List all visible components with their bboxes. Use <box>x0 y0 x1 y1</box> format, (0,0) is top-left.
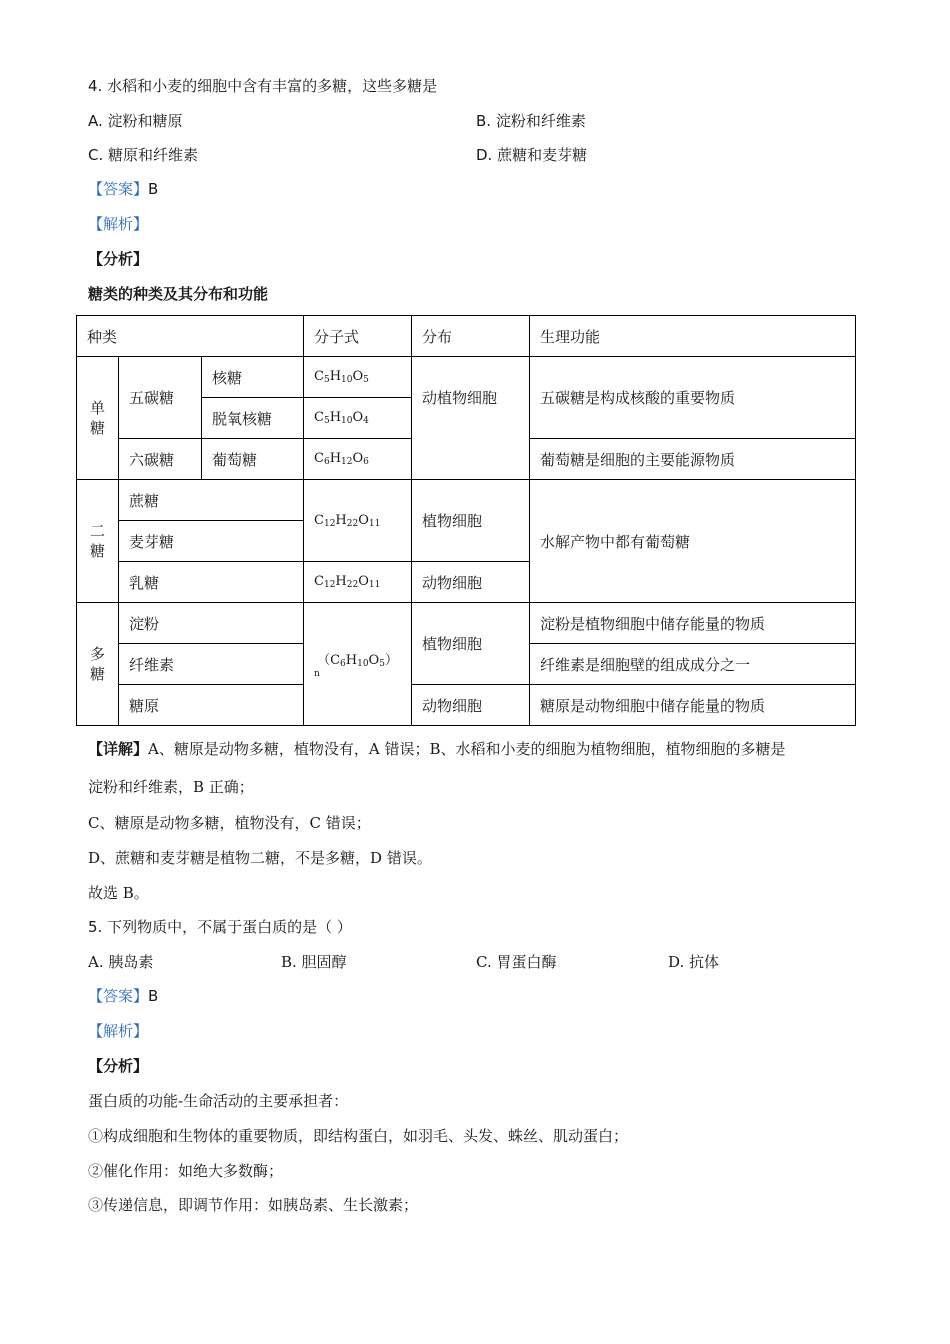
func-di: 水解产物中都有葡萄糖 <box>530 480 856 603</box>
q4-fenxi-tag: 【分析】 <box>88 250 149 268</box>
q5-line-2: ①构成细胞和生物体的重要物质，即结构蛋白，如羽毛、头发、蛛丝、肌动蛋白； <box>88 1127 629 1145</box>
q5-line-3: ②催化作用：如绝大多数酶； <box>88 1162 284 1180</box>
header-function: 生理功能 <box>530 316 856 357</box>
name-lactose: 乳糖 <box>119 562 304 603</box>
table-row <box>77 357 856 398</box>
sugar-table <box>76 315 856 726</box>
q5-line-1: 蛋白质的功能-生命活动的主要承担者： <box>88 1092 349 1110</box>
q5-option-c: C. 胃蛋白酶 <box>476 953 557 971</box>
func-glucose: 葡萄糖是细胞的主要能源物质 <box>530 439 856 480</box>
func-starch: 淀粉是植物细胞中储存能量的物质 <box>530 603 856 644</box>
q4-detail-4: D、蔗糖和麦芽糖是植物二糖，不是多糖，D 错误。 <box>88 849 432 867</box>
name-starch: 淀粉 <box>119 603 304 644</box>
dist-poly-animal: 动物细胞 <box>412 685 530 726</box>
formula-di-plant: $C_{12}H_{22}O_{11}$ <box>304 480 412 562</box>
header-distribution: 分布 <box>412 316 530 357</box>
sub-pentose: 五碳糖 <box>119 357 202 439</box>
q4-option-a: A. 淀粉和糖原 <box>88 112 183 130</box>
formula-ribose: $C_5H_{10}O_5$ <box>304 357 412 398</box>
q4-detail-3: C、糖原是动物多糖，植物没有，C 错误； <box>88 814 371 832</box>
q5-answer-tag: 【答案】 <box>88 987 149 1005</box>
header-type: 种类 <box>77 316 304 357</box>
dist-di-animal: 动物细胞 <box>412 562 530 603</box>
q5-fenxi-tag: 【分析】 <box>88 1057 149 1075</box>
table-title: 糖类的种类及其分布和功能 <box>88 285 269 303</box>
formula-di-animal: $C_{12}H_{22}O_{11}$ <box>304 562 412 603</box>
func-cellulose: 纤维素是细胞壁的组成成分之一 <box>530 644 856 685</box>
group-mono: 单糖 <box>77 357 119 480</box>
q4-detail-2: 淀粉和纤维素，B 正确； <box>88 778 254 796</box>
q4-detail-5: 故选 B。 <box>88 884 149 902</box>
q4-option-c: C. 糖原和纤维素 <box>88 146 199 164</box>
q5-option-a: A. 胰岛素 <box>88 953 154 971</box>
q5-question: 5. 下列物质中，不属于蛋白质的是（ ） <box>88 918 352 936</box>
sub-hexose: 六碳糖 <box>119 439 202 480</box>
header-formula: 分子式 <box>304 316 412 357</box>
func-pentose: 五碳糖是构成核酸的重要物质 <box>530 357 856 439</box>
q4-option-d: D. 蔗糖和麦芽糖 <box>476 146 588 164</box>
name-glycogen: 糖原 <box>119 685 304 726</box>
q4-answer-tag: 【答案】 <box>88 180 149 198</box>
name-deoxyribose: 脱氧核糖 <box>202 398 304 439</box>
formula-poly: $(C_6H_{10}O_5)$ n <box>304 603 412 726</box>
q4-answer-line <box>88 179 158 199</box>
name-sucrose: 蔗糖 <box>119 480 304 521</box>
q5-answer: B <box>148 987 159 1005</box>
table-header-row <box>77 316 856 357</box>
group-di: 二糖 <box>77 480 119 603</box>
group-poly: 多糖 <box>77 603 119 726</box>
name-maltose: 麦芽糖 <box>119 521 304 562</box>
dist-poly-plant: 植物细胞 <box>412 603 530 685</box>
q5-jiexi-tag: 【解析】 <box>88 1022 149 1040</box>
name-glucose: 葡萄糖 <box>202 439 304 480</box>
name-cellulose: 纤维素 <box>119 644 304 685</box>
table-row <box>77 685 856 726</box>
q5-option-d: D. 抗体 <box>668 953 720 971</box>
func-glycogen: 糖原是动物细胞中储存能量的物质 <box>530 685 856 726</box>
q4-detail-tag: 【详解】 <box>88 740 149 758</box>
q5-answer-line <box>88 986 158 1006</box>
q4-detail-line-1 <box>88 739 785 759</box>
formula-deoxyribose: $C_5H_{10}O_4$ <box>304 398 412 439</box>
q5-line-4: ③传递信息，即调节作用：如胰岛素、生长激素； <box>88 1196 419 1214</box>
name-ribose: 核糖 <box>202 357 304 398</box>
q4-detail-1: A、糖原是动物多糖，植物没有，A 错误；B、水稻和小麦的细胞为植物细胞，植物细胞的多糖是 <box>148 740 786 758</box>
q5-option-b: B. 胆固醇 <box>281 953 347 971</box>
table-row <box>77 603 856 644</box>
dist-mono: 动植物细胞 <box>412 357 530 480</box>
formula-glucose: $C_6H_{12}O_6$ <box>304 439 412 480</box>
table-row <box>77 480 856 521</box>
q4-question: 4. 水稻和小麦的细胞中含有丰富的多糖，这些多糖是 <box>88 77 438 95</box>
q4-answer: B <box>148 180 159 198</box>
q4-jiexi-tag: 【解析】 <box>88 215 149 233</box>
q4-option-b: B. 淀粉和纤维素 <box>476 112 586 130</box>
dist-di-plant: 植物细胞 <box>412 480 530 562</box>
